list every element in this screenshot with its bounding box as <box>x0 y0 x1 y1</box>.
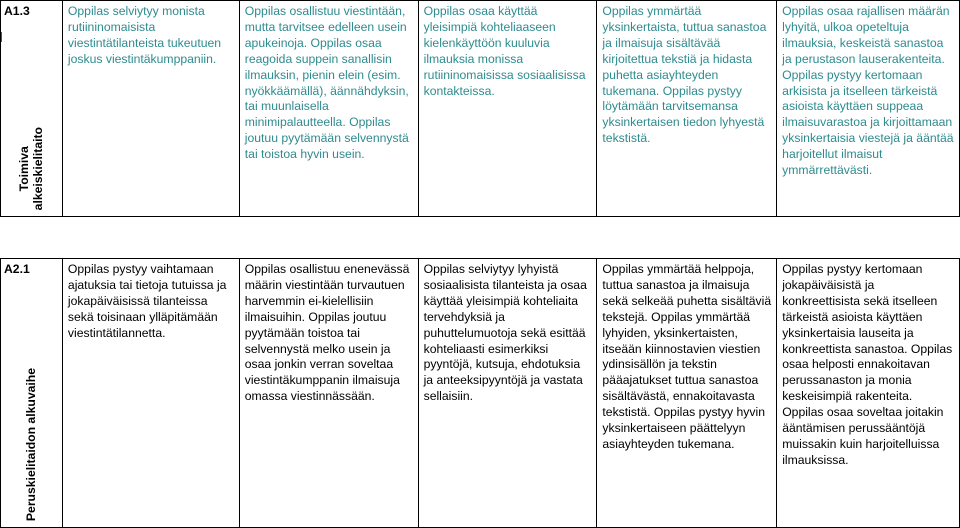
level-cell <box>1 259 63 528</box>
table-row <box>1 259 960 528</box>
level-code: A1.3 <box>4 4 30 18</box>
level-table-a2-1 <box>0 258 960 528</box>
table-row <box>1 1 960 217</box>
level-label-line: Toimiva <box>17 145 32 191</box>
level-cell <box>1 1 63 217</box>
description-cell: Oppilas osallistuu enenevässä määrin viestintään turvautuen harvemmin ei-kielellisiin ilmaisuihin. Oppilas joutuu pyytämään toistoa tai selvennystä melko usein ja osaa jonkin verran soveltaa viestintäkumppanin ilmaisuja omassa viestinnässään. <box>239 259 418 528</box>
description-cell: Oppilas pystyy kertomaan jokapäiväisistä ja konkreettisista sekä itselleen tärkeistä asioista käyttäen yksinkertaisia lauseita ja konkreettista sanastoa. Oppilas osaa helposti ennakoitavan perussanaston ja monia keskeisimpiä rakenteita. Oppilas osaa soveltaa joitakin ääntämisen perussääntöjä muissakin kuin harjoitelluissa ilmauksissa. <box>777 259 960 528</box>
level-label <box>1 127 62 210</box>
description-cell: Oppilas selviytyy lyhyistä sosiaalisista tilanteista ja osaa käyttää yleisimpiä kohteliaita tervehdyksiä ja puhuttelumuotoja sekä esittää kohteliaasti esimerkiksi pyyntöjä, kutsuja, ehdotuksia ja anteeksipyyntöjä ja vastata sellaisiin. <box>418 259 597 528</box>
description-cell: Oppilas selviytyy monista rutiininomaisista viestintätilanteista tukeutuen joskus viestintäkumppaniin. <box>62 1 239 217</box>
level-code: A2.1 <box>4 262 30 276</box>
level-label-line: alkeiskielitaito <box>31 126 46 210</box>
description-cell: Oppilas pystyy vaihtamaan ajatuksia tai tietoja tutuissa ja jokapäiväisissä tilanteissa sekä toisinaan ylläpitämään viestintätilannetta. <box>62 259 239 528</box>
description-cell: Oppilas ymmärtää yksinkertaista, tuttua sanastoa ja ilmaisuja sisältävää kirjoitettua tekstiä ja hidasta puhetta asiayhteyden tukemana. Oppilas pystyy löytämään tarvitsemansa yksinkertaisen tiedon lyhyestä tekstistä. <box>597 1 777 217</box>
description-cell: Oppilas ymmärtää helppoja, tuttua sanastoa ja ilmaisuja sekä selkeää puhetta sisältäviä tekstejä. Oppilas ymmärtää lyhyiden, yksinkertaisten, itseään kiinnostavien viestien ydinsisällön ja tekstin pääajatukset tuttua sanastoa sisältävästä, ennakoitavasta tekstistä. Oppilas pystyy hyvin yksinkertaiseen päättelyyn asiayhteyden tukemana. <box>597 259 777 528</box>
level-label <box>1 368 62 521</box>
description-cell: Oppilas osaa käyttää yleisimpiä kohteliaaseen kielenkäyttöön kuuluvia ilmauksia monissa rutiininomaisissa sosiaalisissa kontakteissa. <box>418 1 597 217</box>
description-cell: Oppilas osallistuu viestintään, mutta tarvitsee edelleen usein apukeinoja. Oppilas osaa reagoida suppein sanallisin ilmauksin, pienin elein (esim. nyökkäämällä), äännähdyksin, tai muunlaisella minimipalautteella. Oppilas joutuu pyytämään selvennystä tai toistoa hyvin usein. <box>239 1 418 217</box>
description-cell: Oppilas osaa rajallisen määrän lyhyitä, ulkoa opeteltuja ilmauksia, keskeistä sanastoa ja perustason lauserakenteita. Oppilas pystyy kertomaan arkisista ja itselleen tärkeistä asioista käyttäen suppeaa ilmaisuvarastoa ja kirjoittamaan yksinkertaisia viestejä ja ääntää harjoitellut ilmaisut ymmärrettävästi. <box>777 1 960 217</box>
level-label-line: Peruskielitaidon alkuvaihe <box>24 367 39 521</box>
level-table-a1-3 <box>0 0 960 217</box>
